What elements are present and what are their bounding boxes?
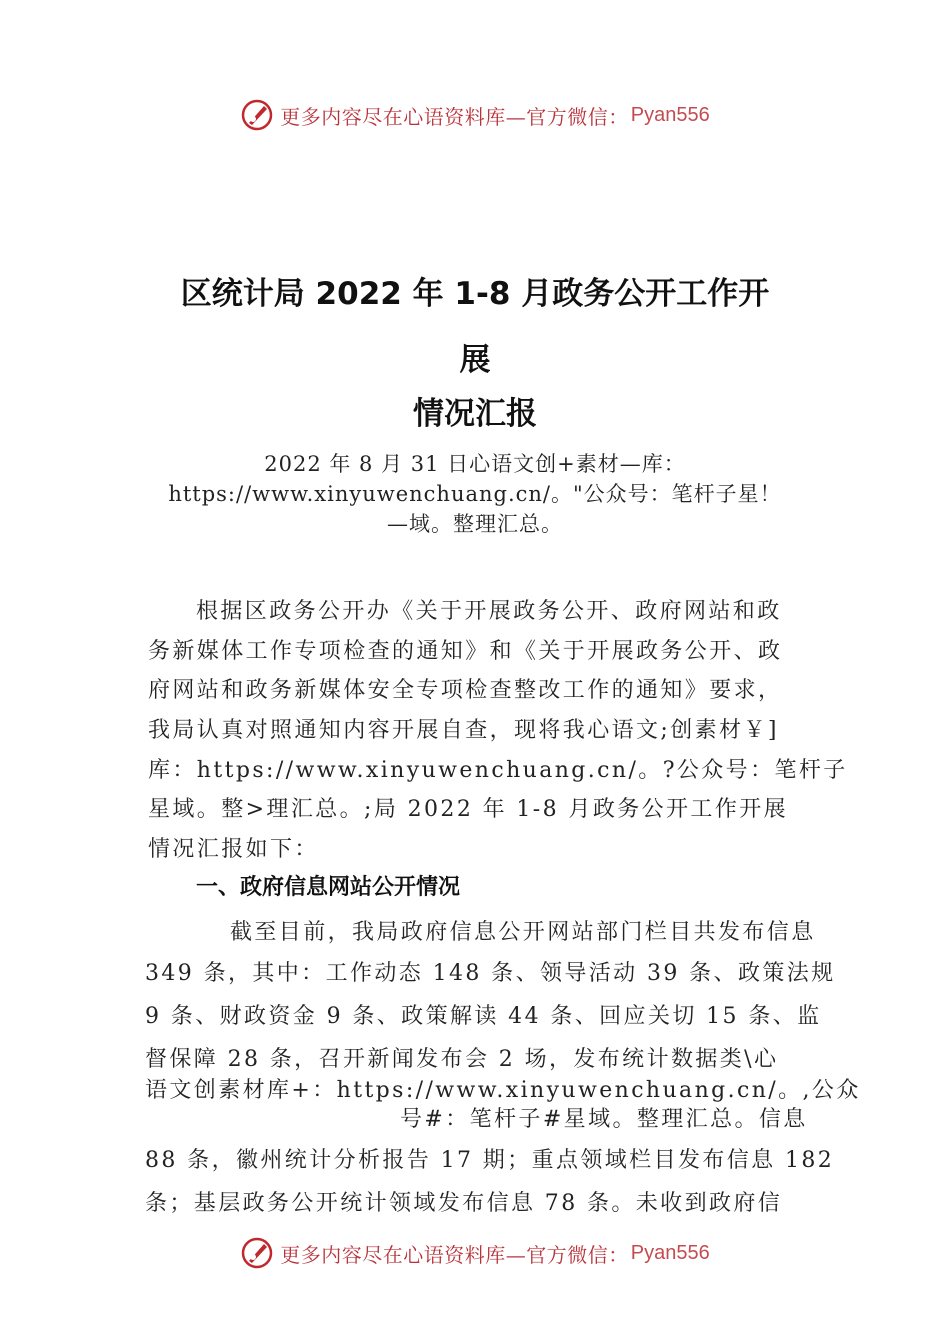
document-title-line1: 区统计局 2022 年 1-8 月政务公开工作开: [180, 276, 770, 312]
paragraph-line: 星域。整>理汇总。;局 2022 年 1-8 月政务公开工作开展: [148, 797, 789, 822]
document-title-line2: 展: [459, 342, 491, 378]
paragraph-line: 截至目前，我局政府信息公开网站部门栏目共发布信息: [230, 920, 816, 945]
pen-logo-icon: [240, 98, 274, 132]
paragraph-line: 府网站和政务新媒体安全专项检查整改工作的通知》要求，: [148, 678, 783, 703]
paragraph-line: 根据区政务公开办《关于开展政务公开、政府网站和政: [196, 599, 782, 624]
pen-logo-icon: [240, 1236, 274, 1270]
paragraph-line: 我局认真对照通知内容开展自查，现将我心语文;创素材￥]: [148, 718, 779, 743]
paragraph-line: 9 条、财政资金 9 条、政策解读 44 条、回应关切 15 条、监: [145, 1004, 822, 1029]
paragraph-line: 语文创素材库+：https://www.xinyuwenchuang.cn/。,公众: [145, 1078, 861, 1103]
paragraph-line: 务新媒体工作专项检查的通知》和《关于开展政务公开、政: [148, 639, 783, 664]
paragraph-line: 督保障 28 条，召开新闻发布会 2 场，发布统计数据类\心: [145, 1047, 779, 1072]
paragraph-line: 349 条，其中：工作动态 148 条、领导活动 39 条、政策法规: [145, 961, 836, 986]
paragraph-line: 号#：笔杆子#星域。整理汇总。信息: [400, 1107, 808, 1132]
paragraph-line: 条；基层政务公开统计领域发布信息 78 条。未收到政府信: [145, 1191, 783, 1216]
banner-text: 更多内容尽在心语资料库—官方微信：: [280, 104, 629, 129]
paragraph-line: 88 条，徽州统计分析报告 17 期；重点领域栏目发布信息 182: [145, 1148, 835, 1173]
subtitle-line2: https://www.xinyuwenchuang.cn/。"公众号：笔杆子星！: [168, 482, 782, 506]
banner-text: 更多内容尽在心语资料库—官方微信：: [280, 1242, 629, 1267]
subtitle-line1: 2022 年 8 月 31 日心语文创+素材—库：: [264, 452, 686, 476]
paragraph-line: 情况汇报如下：: [148, 837, 319, 862]
section-heading: 一、政府信息网站公开情况: [196, 875, 461, 900]
banner-wechat-id: Pyan556: [630, 103, 710, 126]
footer-banner: [0, 1233, 950, 1273]
subtitle-line3: —域。整理汇总。: [387, 512, 563, 536]
document-title-line3: 情况汇报: [413, 396, 537, 432]
banner-wechat-id: Pyan556: [630, 1241, 710, 1264]
paragraph-line: 库：https://www.xinyuwenchuang.cn/。?公众号：笔杆子: [148, 758, 848, 783]
header-banner: [0, 95, 950, 135]
